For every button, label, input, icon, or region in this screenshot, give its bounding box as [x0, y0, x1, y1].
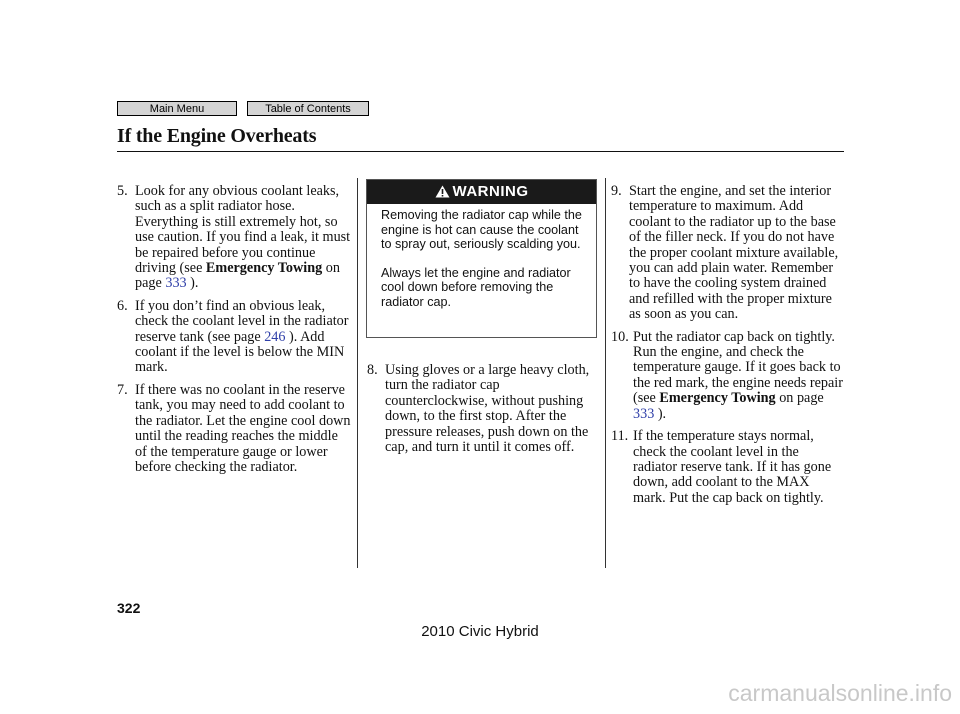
step-number: 6.	[117, 297, 128, 314]
warning-body	[367, 204, 596, 309]
step-number: 7.	[117, 381, 128, 398]
step-text: on page	[775, 390, 824, 407]
column-right	[611, 184, 843, 513]
page-link-333[interactable]: 333	[165, 275, 187, 292]
column-divider	[357, 178, 358, 568]
page-link-246[interactable]: 246	[264, 328, 286, 345]
warning-text: Always let the engine and radiator cool down before removing the radiator cap.	[381, 265, 571, 309]
column-left	[117, 184, 352, 482]
step-number: 10.	[611, 328, 629, 345]
footer-model: 2010 Civic Hybrid	[421, 623, 539, 640]
emergency-towing-ref: Emergency Towing	[659, 390, 776, 407]
step-8	[367, 363, 602, 455]
warning-label: WARNING	[452, 183, 529, 200]
watermark: carmanualsonline.info	[728, 680, 952, 706]
page-link-333[interactable]: 333	[633, 405, 655, 422]
step-text: on page	[135, 260, 340, 292]
warning-box	[366, 179, 597, 338]
step-7	[117, 383, 352, 475]
step-number: 11.	[611, 428, 629, 445]
step-10	[611, 330, 843, 422]
step-text: If there was no coolant in the reserve tank, you may need to add coolant to the radiator. Let the engine cool down until the reading reaches the middle of the temperature gauge or lower before checking the radiator.	[135, 381, 351, 475]
step-text: Look for any obvious coolant leaks, such as a split radiator hose. Everything is still extremely hot, so use caution. If you find a leak, it must be repaired before you continue driving (see	[135, 183, 351, 277]
column-middle	[367, 363, 602, 462]
step-11	[611, 429, 843, 506]
warning-triangle-icon	[435, 185, 450, 198]
page-title: If the Engine Overheats	[117, 125, 317, 147]
step-text: If you don’t find an obvious leak, check the coolant level in the radiator reserve tank (see page	[135, 297, 349, 345]
step-text: ).	[654, 405, 667, 422]
step-text: ). Add coolant if the level is below the MIN mark.	[135, 328, 345, 376]
table-of-contents-button[interactable]: Table of Contents	[247, 101, 369, 116]
step-number: 9.	[611, 183, 622, 199]
step-text: Put the radiator cap back on tightly. Run the engine, and check the temperature gauge. If it goes back to the red mark, the engine needs repair (see	[633, 328, 843, 407]
warning-header	[367, 180, 596, 204]
step-text: ).	[186, 275, 199, 292]
step-text: Using gloves or a large heavy cloth, turn the radiator cap counterclockwise, without pushing down, to the first stop. After the pressure releases, push down on the cap, and turn it until it comes off.	[385, 362, 590, 456]
step-number: 8.	[367, 362, 378, 378]
step-number: 5.	[117, 183, 128, 199]
warning-text: Removing the radiator cap while the engine is hot can cause the coolant to spray out, seriously scalding you.	[381, 208, 582, 251]
title-divider	[117, 151, 844, 152]
page-number: 322	[117, 600, 141, 616]
step-6	[117, 299, 352, 376]
step-text: Start the engine, and set the interior temperature to maximum. Add coolant to the radiator up to the base of the filler neck. If you do not have the proper coolant mixture available, you can add plain water. Remember to have the cooling system drained and refilled with the proper mixture as soon as you can.	[629, 183, 839, 323]
emergency-towing-ref: Emergency Towing	[205, 260, 323, 277]
column-divider	[605, 178, 606, 568]
step-5	[117, 184, 352, 292]
main-menu-button[interactable]: Main Menu	[117, 101, 237, 116]
step-text: If the temperature stays normal, check the coolant level in the radiator reserve tank. If it has gone down, add coolant to the MAX mark. Put the cap back on tightly.	[633, 428, 832, 506]
step-9	[611, 184, 843, 323]
